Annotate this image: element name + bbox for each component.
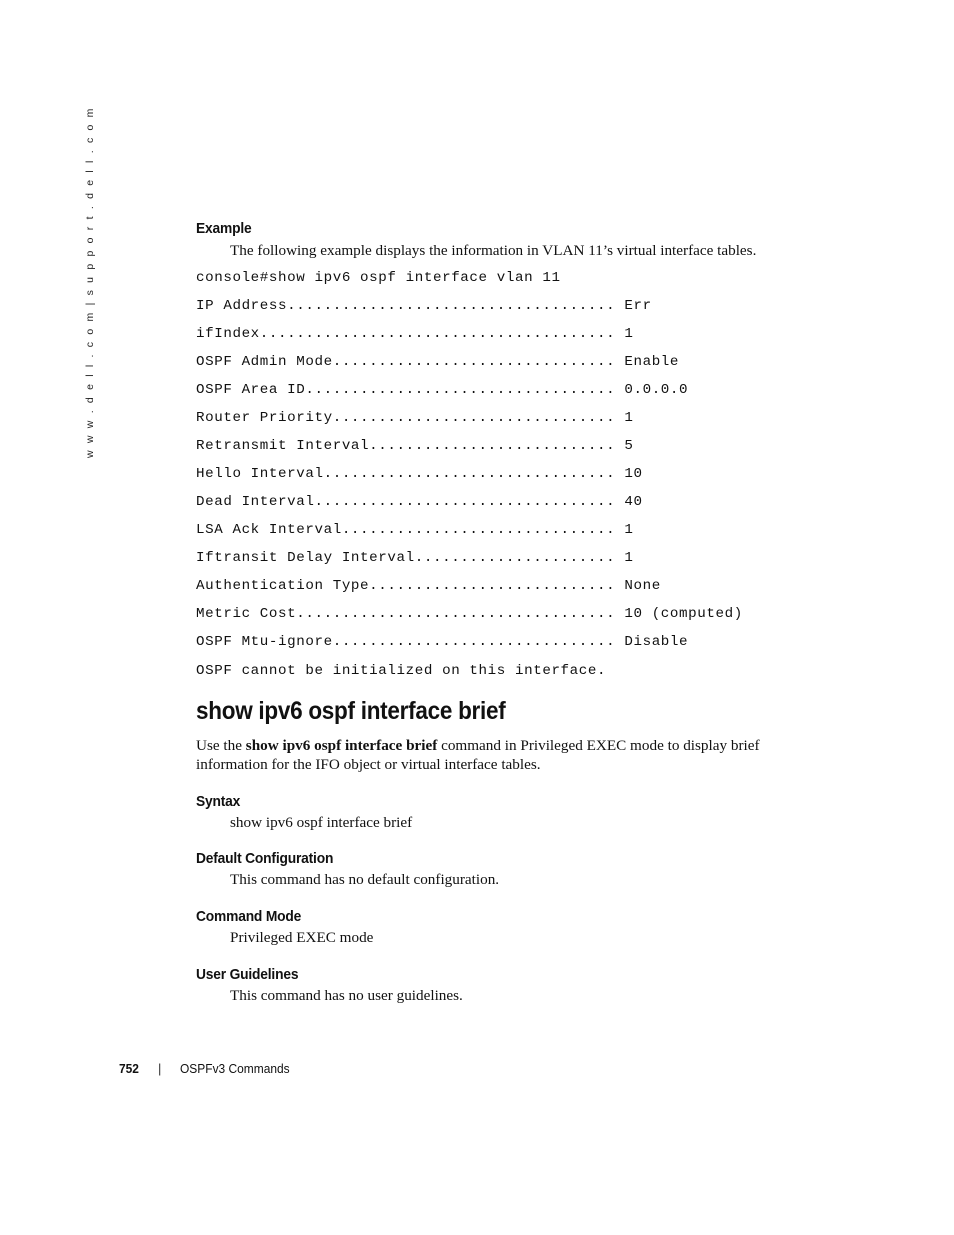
output-line: ifIndex....................................... 1 [196, 326, 634, 342]
command-mode-text: Privileged EXEC mode [230, 929, 374, 946]
output-line: Dead Interval................................. 40 [196, 494, 643, 510]
output-line: Authentication Type........................... None [196, 578, 661, 594]
output-line: LSA Ack Interval.............................. 1 [196, 522, 634, 538]
output-line: Hello Interval................................ 10 [196, 466, 643, 482]
page-number: 752 [119, 1061, 139, 1076]
command-mode-heading: Command Mode [196, 908, 302, 925]
footer-section: OSPFv3 Commands [180, 1061, 290, 1076]
output-line: Retransmit Interval........................... 5 [196, 438, 634, 454]
syntax-heading: Syntax [196, 793, 241, 810]
output-line: Router Priority............................... 1 [196, 410, 634, 426]
footer-separator: | [158, 1061, 162, 1076]
intro-command: show ipv6 ospf interface brief [245, 737, 438, 754]
user-guidelines-heading: User Guidelines [196, 966, 299, 983]
intro-pre: Use the [196, 737, 246, 754]
example-heading: Example [196, 220, 252, 237]
output-line: IP Address.................................... Err [196, 298, 652, 314]
output-line: Metric Cost................................... 10 (computed) [196, 606, 743, 622]
output-line: OSPF Admin Mode............................... Enable [196, 354, 680, 370]
example-command: console#show ipv6 ospf interface vlan 11 [196, 270, 561, 286]
default-config-text: This command has no default configuration. [230, 871, 500, 888]
section-intro-line2: information for the IFO object or virtual interface tables. [196, 756, 541, 773]
section-intro [196, 736, 760, 755]
output-line: OSPF Mtu-ignore............................... Disable [196, 634, 689, 650]
default-config-heading: Default Configuration [196, 850, 334, 867]
user-guidelines-text: This command has no user guidelines. [230, 987, 463, 1004]
example-description: The following example displays the information in VLAN 11’s virtual interface tables. [230, 242, 757, 259]
syntax-text: show ipv6 ospf interface brief [230, 814, 413, 831]
output-line: Iftransit Delay Interval...................... 1 [196, 550, 634, 566]
side-url-text: w w w . d e l l . c o m | s u p p o r t . d e l l . c o m [84, 106, 96, 458]
output-line: OSPF Area ID.................................. 0.0.0.0 [196, 382, 689, 398]
intro-post: command in Privileged EXEC mode to display brief [437, 737, 760, 754]
section-title: show ipv6 ospf interface brief [196, 697, 506, 725]
side-url [84, 106, 100, 458]
output-closing-line: OSPF cannot be initialized on this interface. [196, 663, 607, 679]
